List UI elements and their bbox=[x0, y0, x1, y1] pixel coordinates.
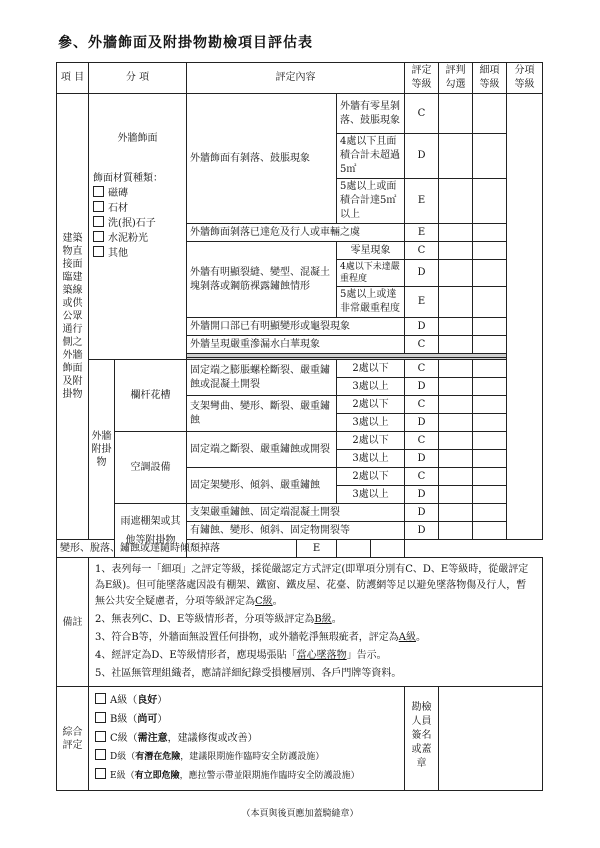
grade: E bbox=[297, 540, 337, 558]
notes-label: 備註 bbox=[57, 558, 89, 687]
rain-label: 雨遮棚架或其他等附掛物 bbox=[115, 504, 187, 558]
check-cell[interactable] bbox=[439, 414, 473, 432]
option: 2處以下 bbox=[337, 360, 405, 378]
detail-cell[interactable] bbox=[473, 287, 507, 318]
note-1: 1、表列每一「細項」之評定等級，採從嚴認定方式評定(即單項分別有C、D、E等級時，從嚴評定為E級)。但可能墜落處因設有棚架、鐵窗、鐵皮屋、花臺、防護網等足以避免墜落物傷及行人，暫無公共安全疑慮者，分項等級評定為C級。 bbox=[95, 564, 529, 607]
facade-cell bbox=[89, 94, 187, 360]
header-check: 評判勾選 bbox=[439, 63, 473, 94]
detail-cell[interactable] bbox=[473, 504, 507, 522]
facade-d: 外牆開口部已有明顯變形或龜裂現象 bbox=[187, 318, 405, 336]
detail-cell[interactable] bbox=[473, 396, 507, 414]
check-cell[interactable] bbox=[439, 94, 473, 134]
summary-option-d[interactable]: D級（有潛在危險，建議限期施作臨時安全防護設施） bbox=[95, 748, 398, 767]
header-sub-grade: 分項等級 bbox=[507, 63, 543, 94]
sub-grade-cell[interactable] bbox=[507, 94, 543, 540]
checkbox-icon[interactable] bbox=[93, 231, 104, 242]
detail-cell[interactable] bbox=[473, 318, 507, 336]
checkbox-icon[interactable] bbox=[93, 216, 104, 227]
grade: D bbox=[405, 450, 439, 468]
ac-r1: 固定端之斷裂、嚴重鏽蝕或開裂 bbox=[187, 432, 337, 468]
facade-label: 外牆飾面 bbox=[117, 133, 158, 144]
facade-c3: 5處以上或達非常嚴重程度 bbox=[337, 287, 405, 318]
check-cell[interactable] bbox=[439, 468, 473, 486]
note-3: 3、符合B等，外牆面無設置任何掛物，或外牆乾淨無瑕疵者，評定為A級。 bbox=[95, 632, 426, 643]
check-cell[interactable] bbox=[439, 242, 473, 260]
facade-c-desc: 外牆有明顯裂縫、變型、混凝土塊剝落或鋼筋裸露鏽蝕情形 bbox=[187, 242, 337, 318]
page-title: 參、外牆飾面及附掛物勘檢項目評估表 bbox=[58, 35, 313, 51]
grade: D bbox=[405, 522, 439, 540]
grade: D bbox=[405, 486, 439, 504]
section-main-label: 建築物直接面臨建築線或供公眾通行側之外牆飾面及附掛物 bbox=[57, 94, 89, 540]
checkbox-icon[interactable] bbox=[95, 712, 106, 723]
material-label: 飾面材質種類： bbox=[93, 173, 163, 184]
summary-option-c[interactable]: C級（需注意，建議修復或改善） bbox=[95, 729, 398, 748]
note-4: 4、經評定為D、E等級情形者，應現場張貼「當心墜落物」告示。 bbox=[95, 650, 387, 661]
material-option-3[interactable]: 水泥粉光 bbox=[93, 231, 182, 246]
check-cell[interactable] bbox=[439, 396, 473, 414]
option: 3處以上 bbox=[337, 486, 405, 504]
summary-option-b[interactable]: B級（尚可） bbox=[95, 710, 398, 729]
attach-label: 外牆附掛物 bbox=[89, 360, 115, 540]
check-cell[interactable] bbox=[439, 432, 473, 450]
check-cell[interactable] bbox=[439, 224, 473, 242]
detail-cell[interactable] bbox=[473, 260, 507, 287]
check-cell[interactable] bbox=[439, 287, 473, 318]
grade: E bbox=[405, 179, 439, 224]
facade-c1: 零星現象 bbox=[337, 242, 405, 260]
grade: D bbox=[405, 260, 439, 287]
detail-cell[interactable] bbox=[473, 468, 507, 486]
header-grade: 評定等級 bbox=[405, 63, 439, 94]
grade: C bbox=[405, 94, 439, 134]
summary-options bbox=[89, 687, 405, 791]
option: 2處以下 bbox=[337, 396, 405, 414]
check-cell[interactable] bbox=[439, 360, 473, 378]
grade: E bbox=[405, 224, 439, 242]
detail-cell[interactable] bbox=[473, 224, 507, 242]
material-option-2[interactable]: 洗(抿)石子 bbox=[93, 216, 182, 231]
detail-cell[interactable] bbox=[473, 94, 507, 134]
detail-cell[interactable] bbox=[371, 540, 405, 558]
checkbox-icon[interactable] bbox=[95, 749, 106, 760]
grade: D bbox=[405, 414, 439, 432]
facade-a3: 5處以上或面積合計達5㎡以上 bbox=[337, 179, 405, 224]
grade: D bbox=[405, 134, 439, 179]
facade-e: 外牆呈現嚴重滲漏水白華現象 bbox=[187, 336, 405, 354]
grade: C bbox=[405, 242, 439, 260]
grade: C bbox=[405, 336, 439, 354]
grade: E bbox=[405, 287, 439, 318]
detail-cell[interactable] bbox=[473, 179, 507, 224]
check-cell[interactable] bbox=[439, 179, 473, 224]
grade: C bbox=[405, 468, 439, 486]
checkbox-icon[interactable] bbox=[95, 731, 106, 742]
check-cell[interactable] bbox=[439, 260, 473, 287]
checkbox-icon[interactable] bbox=[93, 201, 104, 212]
detail-cell[interactable] bbox=[473, 450, 507, 468]
option: 2處以下 bbox=[337, 432, 405, 450]
detail-cell[interactable] bbox=[473, 242, 507, 260]
facade-a-desc: 外牆飾面有剝落、鼓脹現象 bbox=[187, 94, 337, 224]
railing-r2: 支架彎曲、變形、斷裂、嚴重鏽蝕 bbox=[187, 396, 337, 432]
checkbox-icon[interactable] bbox=[93, 246, 104, 257]
grade: C bbox=[405, 396, 439, 414]
grade: D bbox=[405, 504, 439, 522]
header-category: 分 項 bbox=[89, 63, 187, 94]
detail-cell[interactable] bbox=[473, 134, 507, 179]
checkbox-icon[interactable] bbox=[95, 693, 106, 704]
checkbox-icon[interactable] bbox=[93, 186, 104, 197]
ac-label: 空調設備 bbox=[115, 432, 187, 504]
check-cell[interactable] bbox=[439, 134, 473, 179]
facade-a2: 4處以下且面積合計未超過5㎡ bbox=[337, 134, 405, 179]
check-cell[interactable] bbox=[439, 318, 473, 336]
checkbox-icon[interactable] bbox=[95, 768, 106, 779]
summary-label: 綜合評定 bbox=[57, 687, 89, 791]
rain-r3: 變形、脫落、鏽蝕或達隨時傾頹掉落 bbox=[57, 540, 297, 558]
option: 3處以上 bbox=[337, 450, 405, 468]
inspector-signature-cell[interactable] bbox=[439, 687, 543, 791]
facade-c2: 4處以下未達嚴重程度 bbox=[337, 260, 405, 287]
notes-cell bbox=[89, 558, 543, 687]
detail-cell[interactable] bbox=[473, 432, 507, 450]
detail-cell[interactable] bbox=[473, 378, 507, 396]
header-content: 評定內容 bbox=[187, 63, 405, 94]
summary-option-a[interactable]: A級（良好） bbox=[95, 691, 398, 710]
option: 3處以上 bbox=[337, 414, 405, 432]
check-cell[interactable] bbox=[439, 336, 473, 354]
check-cell[interactable] bbox=[337, 540, 371, 558]
evaluation-table bbox=[56, 62, 543, 791]
option: 3處以上 bbox=[337, 378, 405, 396]
check-cell[interactable] bbox=[439, 450, 473, 468]
detail-cell[interactable] bbox=[473, 336, 507, 354]
ac-r2: 固定架變形、傾斜、嚴重鏽蝕 bbox=[187, 468, 337, 504]
rain-r1: 支架嚴重鏽蝕、固定端混凝土開裂 bbox=[187, 504, 405, 522]
note-2: 2、無表列C、D、E等級情形者，分項等級評定為B級。 bbox=[95, 614, 342, 625]
check-cell[interactable] bbox=[439, 522, 473, 540]
detail-cell[interactable] bbox=[473, 522, 507, 540]
material-option-4[interactable]: 其他 bbox=[93, 246, 182, 261]
facade-b: 外牆飾面剝落已達危及行人或車輛之虞 bbox=[187, 224, 405, 242]
railing-r1: 固定端之膨脹螺栓斷裂、嚴重鏽蝕或混凝土開裂 bbox=[187, 360, 337, 396]
facade-a1: 外牆有零星剝落、鼓脹現象 bbox=[337, 94, 405, 134]
check-cell[interactable] bbox=[439, 504, 473, 522]
header-detail-grade: 細項等級 bbox=[473, 63, 507, 94]
header-row bbox=[57, 63, 543, 94]
grade: C bbox=[405, 360, 439, 378]
material-option-0[interactable]: 磁磚 bbox=[93, 186, 182, 201]
summary-option-e[interactable]: E級（有立即危險，應拉警示帶並限期施作臨時安全防護設施） bbox=[95, 767, 398, 786]
railing-label: 欄杆花槽 bbox=[115, 360, 187, 432]
detail-cell[interactable] bbox=[473, 360, 507, 378]
header-item: 項 目 bbox=[57, 63, 89, 94]
check-cell[interactable] bbox=[439, 486, 473, 504]
grade: C bbox=[405, 432, 439, 450]
material-option-1[interactable]: 石材 bbox=[93, 201, 182, 216]
detail-cell[interactable] bbox=[473, 486, 507, 504]
option: 2處以下 bbox=[337, 468, 405, 486]
detail-cell[interactable] bbox=[473, 414, 507, 432]
footer-note: （本頁與後頁應加蓋騎縫章） bbox=[241, 809, 359, 819]
grade: D bbox=[405, 378, 439, 396]
rain-r2: 有鏽蝕、變形、傾斜、固定物開裂等 bbox=[187, 522, 405, 540]
note-5: 5、社區無管理組織者，應請詳細紀錄受損樓層別、各戶門牌等資料。 bbox=[95, 668, 402, 679]
grade: D bbox=[405, 318, 439, 336]
inspector-label: 勘檢人員簽名或蓋章 bbox=[405, 687, 439, 791]
check-cell[interactable] bbox=[439, 378, 473, 396]
